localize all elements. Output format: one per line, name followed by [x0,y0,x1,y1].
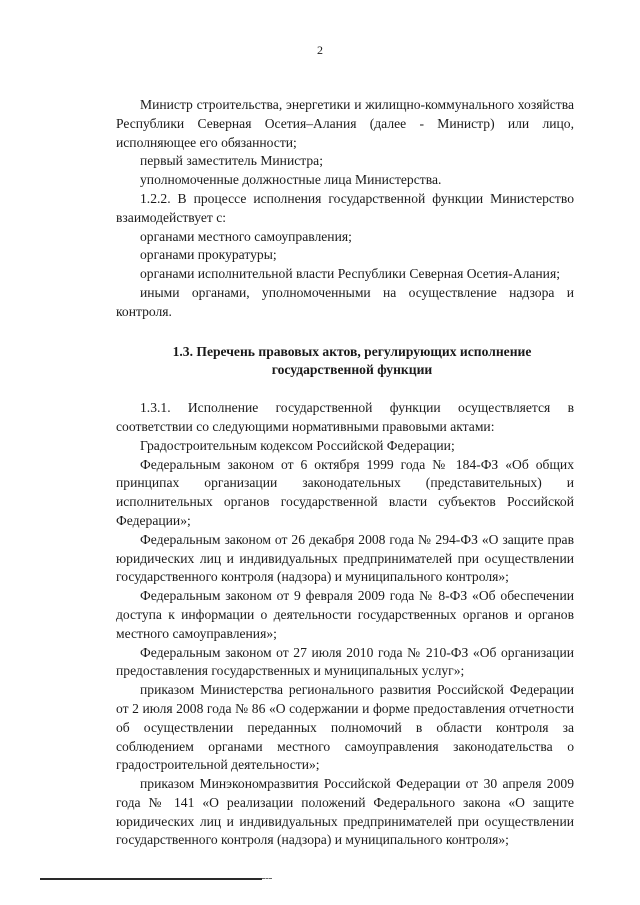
page-number: 2 [317,43,323,57]
paragraph: 1.3.1. Исполнение государственной функции осуществляется в соответствии со следующими нормативными правовыми актами: [116,400,574,434]
paragraph: иными органами, уполномоченными на осуществление надзора и контроля. [116,284,574,319]
section-heading: 1.3. Перечень правовых актов, регулирующих исполнение государственной функции [172,343,532,378]
paragraph: Федеральным законом от 26 декабря 2008 года № 294-ФЗ «О защите прав юридических лиц и индивидуальных предпринимателей при осуществлении государственного контроля (надзора) и муниципального контроля»; [116,531,574,585]
paragraph: органами местного самоуправления; [140,228,352,244]
paragraph: Министр строительства, энергетики и жилищно-коммунального хозяйства Республики Северная Осетия–Алания (далее - Министр) или лицо, исполняющее его обязанности; [116,97,574,150]
footer-divider [40,878,262,880]
paragraph: уполномоченные должностные лица Министерства. [140,172,442,188]
paragraph: органами прокуратуры; [140,247,277,263]
paragraph: 1.2.2. В процессе исполнения государственной функции Министерство взаимодействует с: [116,190,574,225]
paragraph: приказом Министерства регионального развития Российской Федерации от 2 июля 2008 года № 86 «О содержании и форме предоставления отчетности об осуществлении переданных полномочий в области контроля за соблюдением органами местного самоуправления законодательства о градостроительной деятельности»; [116,682,574,773]
paragraph: Федеральным законом от 6 октября 1999 года № 184-ФЗ «Об общих принципах организации законодательных (представительных) и исполнительных органов государственной власти субъектов Российской Федерации»; [116,456,574,528]
paragraph: первый заместитель Министра; [140,153,323,169]
paragraph: органами исполнительной власти Республики Северная Осетия-Алания; [140,266,560,282]
paragraph: Градостроительным кодексом Российской Федерации; [140,437,455,453]
paragraph: приказом Минэкономразвития Российской Федерации от 30 апреля 2009 года № 141 «О реализации положений Федерального закона «О защите юридических лиц и индивидуальных предпринимателей при осуществлении государственного контроля (надзора) и муниципального контроля»; [116,776,574,848]
paragraph: Федеральным законом от 27 июля 2010 года № 210-ФЗ «Об организации предоставления государственных и муниципальных услуг»; [116,644,574,679]
paragraph: Федеральным законом от 9 февраля 2009 года № 8-ФЗ «Об обеспечении доступа к информации о деятельности государственных органов и органов местного самоуправления»; [116,588,574,641]
footer-divider-tail [262,878,272,879]
document-body [116,96,574,850]
